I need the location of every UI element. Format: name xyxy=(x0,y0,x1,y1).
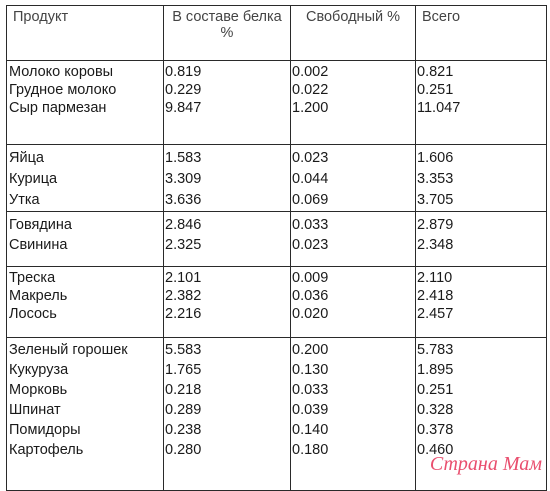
free-cell-line: 0.033 xyxy=(292,217,329,233)
nitrogen-content-table xyxy=(6,5,547,491)
in-protein-cell-line: 0.280 xyxy=(165,442,202,458)
total-cell-line: 2.418 xyxy=(417,288,454,304)
in-protein-cell xyxy=(164,61,291,145)
product-cell xyxy=(7,338,164,491)
table-row xyxy=(7,267,547,338)
product-cell-line: Помидоры xyxy=(9,422,81,438)
free-cell-line: 1.200 xyxy=(292,100,329,116)
total-cell xyxy=(416,212,547,267)
in-protein-cell-line: 2.101 xyxy=(165,270,202,286)
product-cell xyxy=(7,61,164,145)
in-protein-cell-line: 9.847 xyxy=(165,100,202,116)
product-cell-line: Кукуруза xyxy=(9,362,69,378)
table-row xyxy=(7,212,547,267)
in-protein-cell xyxy=(164,145,291,212)
product-cell-line: Картофель xyxy=(9,442,84,458)
in-protein-cell-line: 1.765 xyxy=(165,362,202,378)
total-cell-line: 1.606 xyxy=(417,150,454,166)
total-cell-line: 0.821 xyxy=(417,64,454,80)
product-cell-line: Свинина xyxy=(9,237,68,253)
in-protein-cell-line: 5.583 xyxy=(165,342,202,358)
header-total: Всего xyxy=(416,6,547,61)
in-protein-cell-line: 2.216 xyxy=(165,306,202,322)
product-cell-line: Треска xyxy=(9,270,56,286)
free-cell xyxy=(291,61,416,145)
free-cell-line: 0.130 xyxy=(292,362,329,378)
product-cell-line: Молоко коровы xyxy=(9,64,114,80)
in-protein-cell-line: 0.229 xyxy=(165,82,202,98)
free-cell-line: 0.140 xyxy=(292,422,329,438)
total-cell-line: 2.879 xyxy=(417,217,454,233)
total-cell-line: 0.328 xyxy=(417,402,454,418)
in-protein-cell-line: 2.325 xyxy=(165,237,202,253)
product-cell-line: Говядина xyxy=(9,217,72,233)
header-product: Продукт xyxy=(7,6,164,61)
product-cell-line: Сыр пармезан xyxy=(9,100,107,116)
total-cell-line: 0.251 xyxy=(417,82,454,98)
header-row xyxy=(7,6,547,61)
in-protein-cell xyxy=(164,338,291,491)
header-free: Свободный % xyxy=(291,6,416,61)
site-watermark: Страна Мам xyxy=(429,453,542,475)
product-cell-line: Зеленый горошек xyxy=(9,342,128,358)
in-protein-cell-line: 0.238 xyxy=(165,422,202,438)
product-cell xyxy=(7,212,164,267)
product-cell xyxy=(7,267,164,338)
product-cell-line: Курица xyxy=(9,171,58,187)
free-cell-line: 0.023 xyxy=(292,237,329,253)
free-cell xyxy=(291,145,416,212)
free-cell-line: 0.069 xyxy=(292,192,329,208)
free-cell-line: 0.036 xyxy=(292,288,329,304)
total-cell xyxy=(416,267,547,338)
total-cell-line: 3.705 xyxy=(417,192,454,208)
free-cell-line: 0.180 xyxy=(292,442,329,458)
in-protein-cell-line: 2.382 xyxy=(165,288,202,304)
free-cell-line: 0.033 xyxy=(292,382,329,398)
free-cell-line: 0.039 xyxy=(292,402,329,418)
total-cell-line: 3.353 xyxy=(417,171,454,187)
in-protein-cell-line: 1.583 xyxy=(165,150,202,166)
product-cell-line: Утка xyxy=(9,192,40,208)
product-cell-line: Грудное молоко xyxy=(9,82,117,98)
product-cell-line: Макрель xyxy=(9,288,68,304)
free-cell-line: 0.200 xyxy=(292,342,329,358)
total-cell xyxy=(416,145,547,212)
table-row xyxy=(7,145,547,212)
total-cell-line: 11.047 xyxy=(417,100,461,116)
table-row xyxy=(7,61,547,145)
free-cell xyxy=(291,267,416,338)
total-cell xyxy=(416,61,547,145)
product-cell-line: Морковь xyxy=(9,382,68,398)
total-cell-line: 2.457 xyxy=(417,306,454,322)
in-protein-cell-line: 0.819 xyxy=(165,64,202,80)
in-protein-cell-line: 3.309 xyxy=(165,171,202,187)
total-cell-line: 2.348 xyxy=(417,237,454,253)
total-cell-line: 1.895 xyxy=(417,362,454,378)
total-cell-line: 0.460 xyxy=(417,442,454,458)
in-protein-cell-line: 2.846 xyxy=(165,217,202,233)
total-cell-line: 0.251 xyxy=(417,382,454,398)
total-cell-line: 5.783 xyxy=(417,342,454,358)
free-cell-line: 0.020 xyxy=(292,306,329,322)
free-cell-line: 0.023 xyxy=(292,150,329,166)
free-cell-line: 0.002 xyxy=(292,64,329,80)
product-cell xyxy=(7,145,164,212)
in-protein-cell-line: 3.636 xyxy=(165,192,202,208)
product-cell-line: Шпинат xyxy=(9,402,61,418)
product-cell-line: Лосось xyxy=(9,306,57,322)
free-cell-line: 0.044 xyxy=(292,171,329,187)
free-cell-line: 0.022 xyxy=(292,82,329,98)
free-cell xyxy=(291,212,416,267)
product-cell-line: Яйца xyxy=(9,150,44,166)
in-protein-cell-line: 0.218 xyxy=(165,382,202,398)
free-cell-line: 0.009 xyxy=(292,270,329,286)
total-cell-line: 2.110 xyxy=(417,270,453,286)
in-protein-cell xyxy=(164,212,291,267)
total-cell-line: 0.378 xyxy=(417,422,454,438)
in-protein-cell-line: 0.289 xyxy=(165,402,202,418)
header-in-protein: В составе белка % xyxy=(164,6,291,61)
in-protein-cell xyxy=(164,267,291,338)
free-cell xyxy=(291,338,416,491)
